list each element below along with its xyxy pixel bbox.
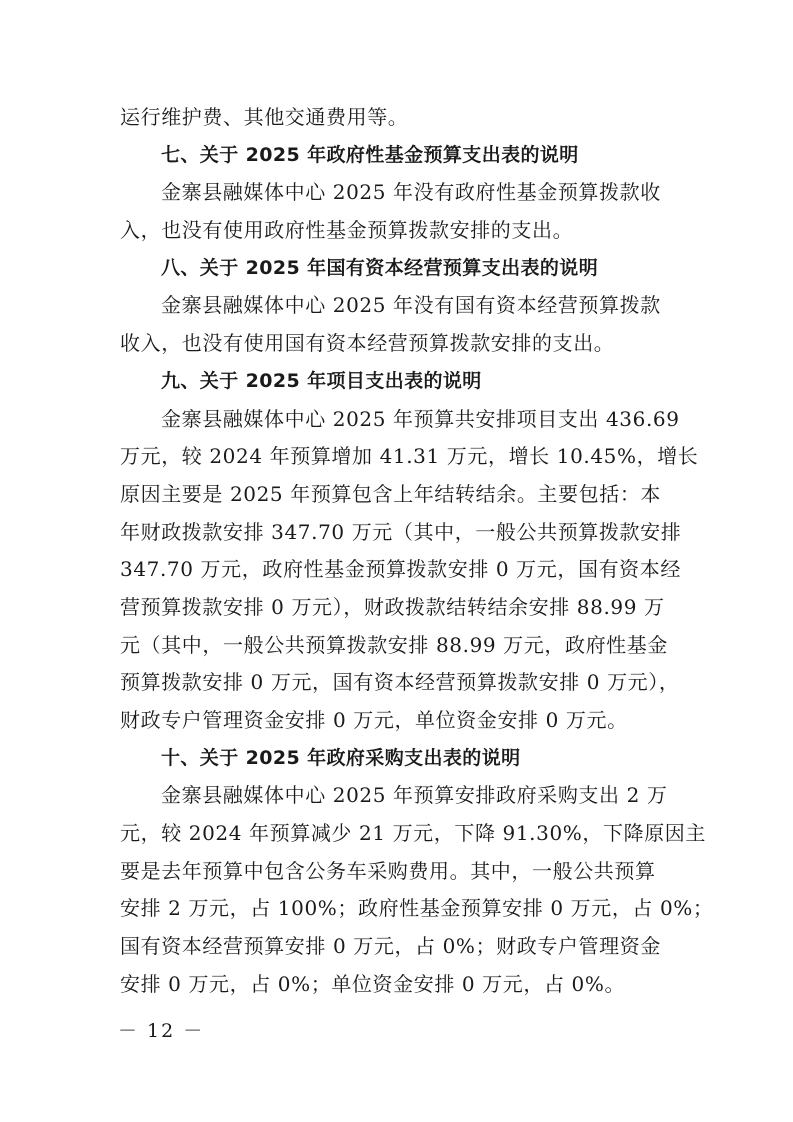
text-line: 金寨县融媒体中心 2025 年没有政府性基金预算拨款收: [161, 180, 661, 205]
section-heading-7: 七、关于 2025 年政府性基金预算支出表的说明: [161, 143, 579, 166]
text-line: 年财政拨款安排 347.70 万元（其中，一般公共预算拨款安排: [120, 519, 682, 544]
text-line: 收入，也没有使用国有资本经营预算拨款安排的支出。: [120, 331, 615, 356]
text-line: 要是去年预算中包含公务车采购费用。其中，一般公共预算: [120, 858, 656, 883]
text-line: 国有资本经营预算安排 0 万元，占 0%；财政专户管理资金: [120, 934, 661, 959]
section-heading-10: 十、关于 2025 年政府采购支出表的说明: [161, 746, 521, 769]
text-line: 营预算拨款安排 0 万元），财政拨款结转结余安排 88.99 万: [120, 594, 665, 619]
text-line: 预算拨款安排 0 万元，国有资本经营预算拨款安排 0 万元），: [120, 670, 680, 695]
text-line: 万元，较 2024 年预算增加 41.31 万元，增长 10.45%，增长: [120, 444, 699, 469]
text-line: 原因主要是 2025 年预算包含上年结转结余。主要包括：本: [120, 481, 662, 506]
text-line: 入，也没有使用政府性基金预算拨款安排的支出。: [120, 218, 574, 243]
text-line: 金寨县融媒体中心 2025 年预算共安排项目支出 436.69: [161, 406, 680, 431]
text-line: 安排 2 万元，占 100%；政府性基金预算安排 0 万元，占 0%；: [120, 896, 714, 921]
text-line: 金寨县融媒体中心 2025 年预算安排政府采购支出 2 万: [161, 783, 668, 808]
text-line: 财政专户管理资金安排 0 万元，单位资金安排 0 万元。: [120, 708, 628, 732]
section-heading-9: 九、关于 2025 年项目支出表的说明: [161, 369, 482, 392]
text-line: 安排 0 万元，占 0%；单位资金安排 0 万元，占 0%。: [120, 971, 626, 996]
text-line: 元（其中，一般公共预算拨款安排 88.99 万元，政府性基金: [120, 632, 668, 657]
text-line: 运行维护费、其他交通费用等。: [120, 105, 409, 129]
page-number: － 12 －: [118, 1020, 205, 1042]
text-line: 金寨县融媒体中心 2025 年没有国有资本经营预算拨款: [161, 293, 661, 318]
section-heading-8: 八、关于 2025 年国有资本经营预算支出表的说明: [161, 256, 599, 279]
text-line: 347.70 万元，政府性基金预算拨款安排 0 万元，国有资本经: [120, 557, 681, 582]
text-line: 元，较 2024 年预算减少 21 万元，下降 91.30%，下降原因主: [120, 821, 706, 846]
document-body: [120, 99, 714, 1004]
